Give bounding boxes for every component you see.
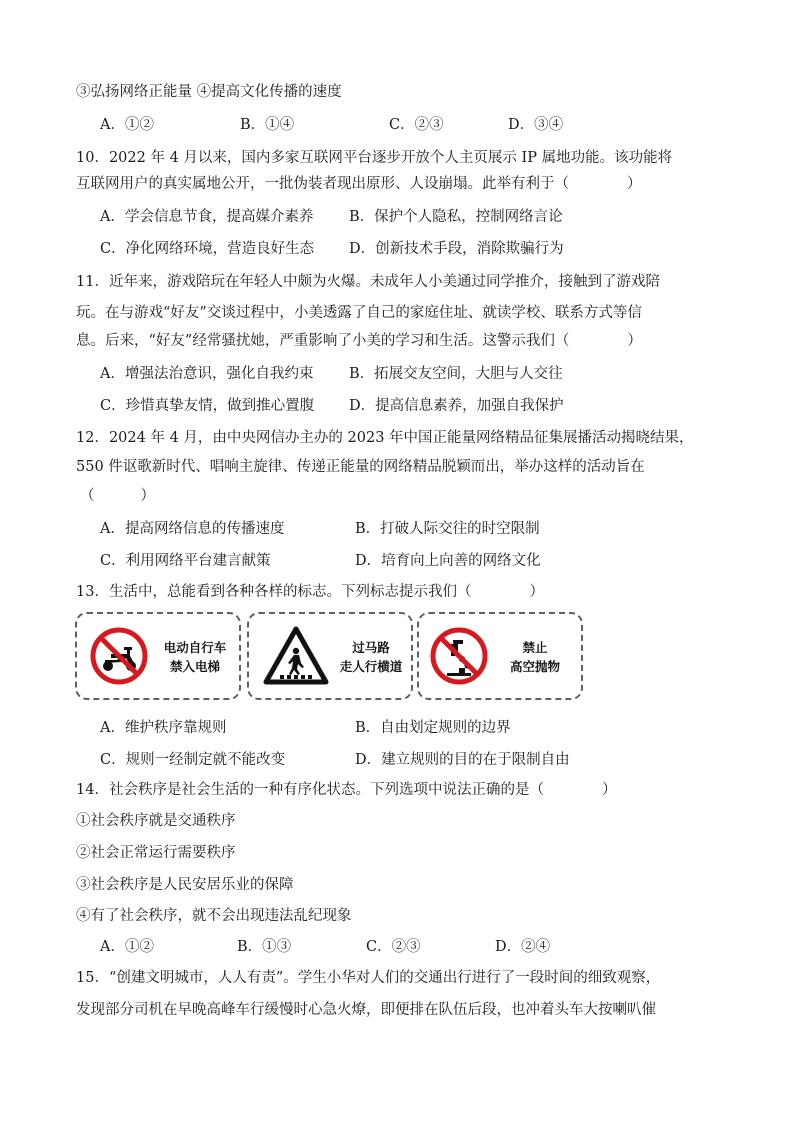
q10-stem-line2: 互联网用户的真实属地公开，一批伪装者现出原形、人设崩塌。此举有利于（ ） <box>76 176 642 192</box>
sign-no-throwing <box>417 612 583 700</box>
q13-option-a: A．维护秩序靠规则 <box>100 720 227 736</box>
sign-no-throwing-text: 禁止 高空抛物 <box>509 640 560 674</box>
q12-option-d: D．培育向上向善的网络文化 <box>355 553 541 569</box>
q9-statements: ③弘扬网络正能量 ④提高文化传播的速度 <box>76 84 342 100</box>
sign-no-ebike <box>75 612 241 700</box>
q10-option-c: C．净化网络环境，营造良好生态 <box>100 241 315 257</box>
q12-option-b: B．打破人际交往的时空限制 <box>355 521 540 537</box>
q11-option-d: D．提高信息素养，加强自我保护 <box>349 398 564 414</box>
q13-sign-panel <box>75 612 585 704</box>
q9-option-c: C．②③ <box>389 117 444 133</box>
crosswalk-warning-icon <box>263 626 329 686</box>
q14-statement-4: ④有了社会秩序，就不会出现违法乱纪现象 <box>76 908 352 924</box>
q11-option-a: A．增强法治意识，强化自我约束 <box>100 366 314 382</box>
no-ebike-icon <box>89 626 149 686</box>
q14-option-d: D．②④ <box>495 939 551 955</box>
q14-stem: 14．社会秩序是社会生活的一种有序化状态。下列选项中说法正确的是（ ） <box>76 782 617 798</box>
q10-option-d: D．创新技术手段，消除欺骗行为 <box>349 241 564 257</box>
q11-option-b: B．拓展交友空间，大胆与人交往 <box>349 366 563 382</box>
q14-statement-2: ②社会正常运行需要秩序 <box>76 845 236 861</box>
sign-crosswalk-text: 过马路 走人行横道 <box>339 640 403 674</box>
no-throwing-icon <box>429 626 489 686</box>
q15-stem-line2: 发现部分司机在早晚高峰车行缓慢时心急火燎，即便排在队伍后段，也冲着头车大按喇叭催 <box>76 1002 656 1018</box>
q12-stem-line2: 550 件讴歌新时代、唱响主旋律、传递正能量的网络精品脱颖而出，举办这样的活动旨在 <box>76 459 645 475</box>
q11-stem-line3: 息。后来，“好友”经常骚扰她，严重影响了小美的学习和生活。这警示我们（ ） <box>76 333 642 349</box>
q10-stem-line1: 10．2022 年 4 月以来，国内多家互联网平台逐步开放个人主页展示 IP 属地功能。该功能将 <box>76 150 673 166</box>
q12-option-a: A．提高网络信息的传播速度 <box>100 521 285 537</box>
q13-option-c: C．规则一经制定就不能改变 <box>100 752 286 768</box>
sign-no-ebike-text: 电动自行车 禁入电梯 <box>163 640 227 674</box>
q12-stem-line1: 12．2024 年 4 月，由中央网信办主办的 2023 年中国正能量网络精品征集展播活动揭晓结果， <box>76 430 694 446</box>
q13-stem: 13．生活中，总能看到各种各样的标志。下列标志提示我们（ ） <box>76 584 544 600</box>
q11-stem-line2: 玩。在与游戏“好友”交谈过程中，小美透露了自己的家庭住址、就读学校、联系方式等信 <box>76 305 642 321</box>
q12-option-c: C．利用网络平台建言献策 <box>100 553 271 569</box>
q14-statement-1: ①社会秩序就是交通秩序 <box>76 813 236 829</box>
sign-crosswalk <box>247 612 413 700</box>
q9-option-a: A．①② <box>100 117 154 133</box>
q13-option-d: D．建立规则的目的在于限制自由 <box>355 752 570 768</box>
q9-option-b: B．①④ <box>240 117 295 133</box>
q14-statement-3: ③社会秩序是人民安居乐业的保障 <box>76 877 294 893</box>
q9-option-d: D．③④ <box>508 117 564 133</box>
q10-option-b: B．保护个人隐私，控制网络言论 <box>349 209 563 225</box>
q11-stem-line1: 11．近年来，游戏陪玩在年轻人中颇为火爆。未成年人小美通过同学推介，接触到了游戏陪 <box>76 274 660 290</box>
q11-option-c: C．珍惜真挚友情，做到推心置腹 <box>100 398 315 414</box>
q12-stem-line3: （ ） <box>80 488 155 504</box>
q15-stem-line1: 15．“创建文明城市，人人有责”。学生小华对人们的交通出行进行了一段时间的细致观察， <box>76 970 661 986</box>
q14-option-a: A．①② <box>100 939 154 955</box>
q14-option-c: C．②③ <box>366 939 421 955</box>
q10-option-a: A．学会信息节食，提高媒介素养 <box>100 209 314 225</box>
q13-option-b: B．自由划定规则的边界 <box>355 720 511 736</box>
q14-option-b: B．①③ <box>237 939 292 955</box>
